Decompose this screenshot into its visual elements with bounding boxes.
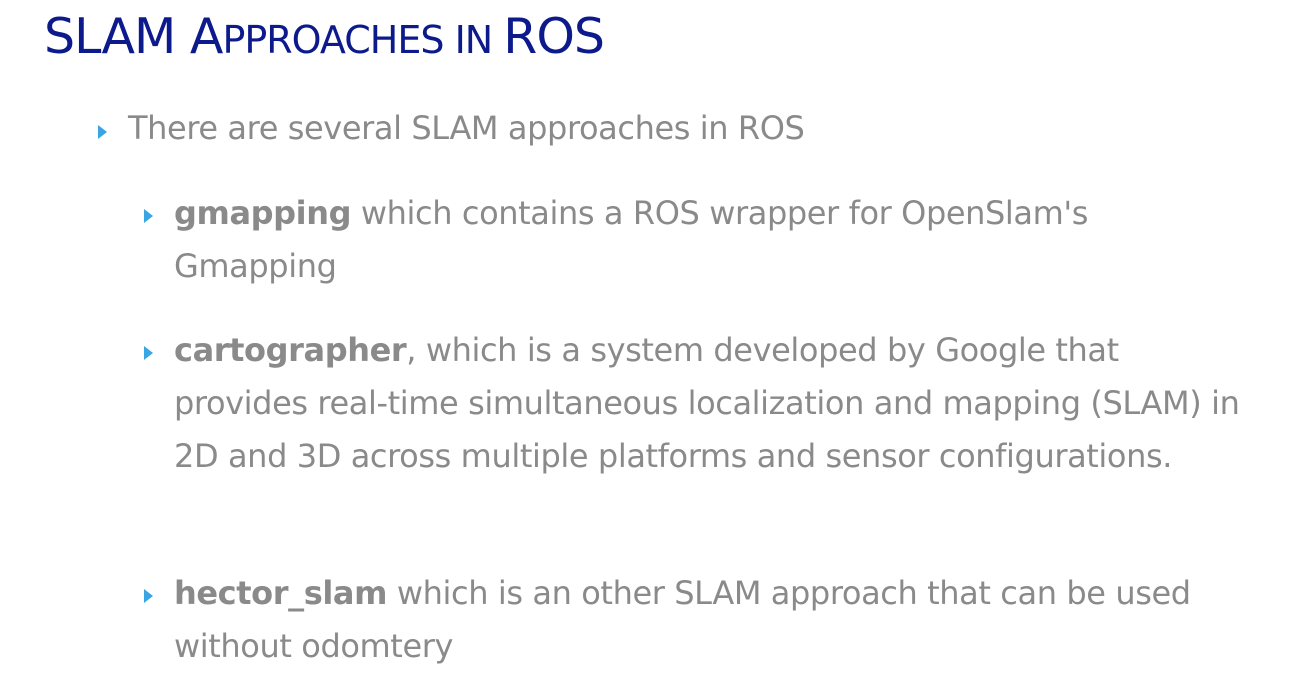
item-description: which is an other SLAM approach that can be used without odomtery (174, 574, 1191, 665)
bullet-arrow-icon (144, 589, 153, 603)
item-term: hector_slam (174, 574, 388, 612)
item-description: , which is a system developed by Google that provides real-time simultaneous localization and mapping (SLAM) in 2D and 3D across multiple platforms and sensor configurations. (174, 331, 1240, 475)
title-part: ROS (503, 8, 604, 65)
slide-title (44, 4, 604, 73)
title-part: SLAM (44, 8, 190, 65)
title-part: IN (454, 18, 504, 62)
item-term: cartographer (174, 331, 407, 369)
bullet-arrow-icon (144, 209, 153, 223)
list-item-cartographer (174, 324, 1259, 483)
list-item-hector-slam (174, 567, 1259, 673)
bullet-arrow-icon (98, 125, 107, 139)
list-item-gmapping (174, 187, 1259, 293)
title-part: PPROACHES (222, 18, 455, 62)
item-term: gmapping (174, 194, 352, 232)
bullet-arrow-icon (144, 346, 153, 360)
intro-text: There are several SLAM approaches in ROS (128, 109, 805, 147)
item-description: which contains a ROS wrapper for OpenSlam's Gmapping (174, 194, 1089, 285)
title-part: A (189, 8, 223, 65)
